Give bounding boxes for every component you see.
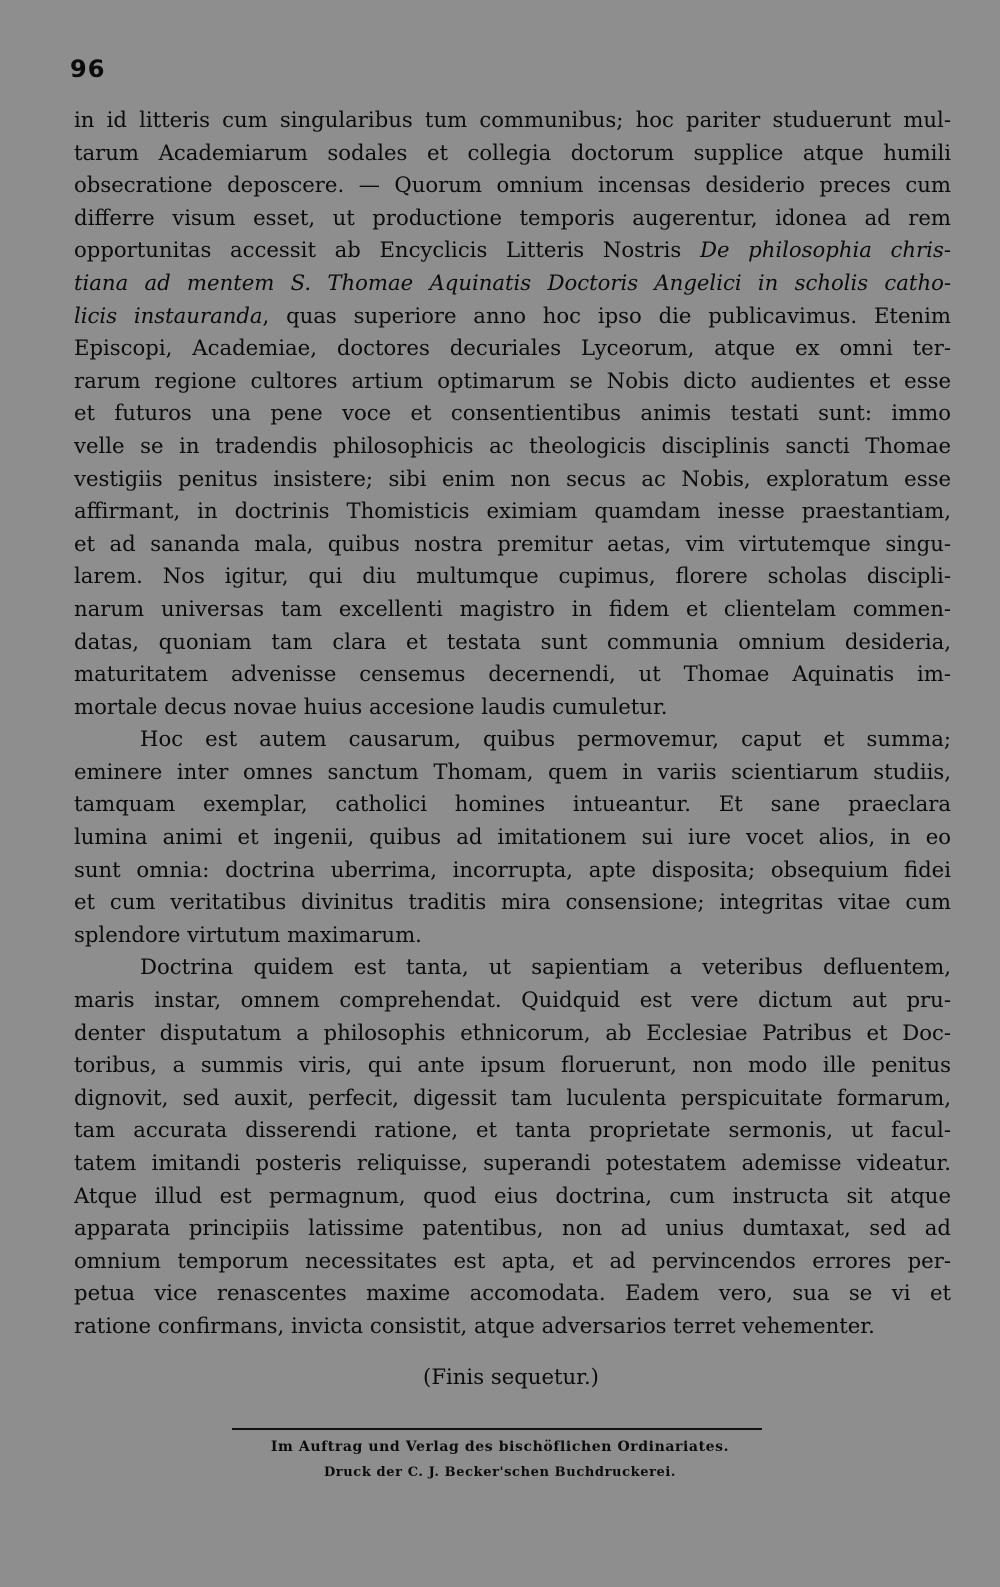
- text-segment: tatem imitandi posteris reliquisse, superandi potestatem ademisse videatur.: [74, 1150, 951, 1175]
- text-segment: et futuros una pene voce et consentientibus animis testati sunt: immo: [74, 400, 951, 426]
- text-segment: velle se in tradendis philosophicis ac theologicis disciplinis sancti Thomae: [74, 432, 951, 458]
- text-segment: sunt omnia: doctrina uberrima, incorrupta, apte disposita; obsequium fidei: [74, 856, 951, 882]
- footer-rule: [232, 1428, 762, 1430]
- text-line: [74, 1310, 951, 1343]
- text-segment: petua vice renascentes maxime accomodata. Eadem vero, sua se vi et: [74, 1280, 951, 1306]
- italic-text: De philosophia chris-: [699, 237, 951, 263]
- text-segment: lumina animi et ingenii, quibus ad imitationem sui iure vocet alios, in eo: [74, 824, 951, 850]
- text-segment: toribus, a summis viris, qui ante ipsum floruerunt, non modo ille penitus: [74, 1052, 951, 1078]
- text-segment: obsecratione deposcere. — Quorum omnium incensas desiderio preces cum: [74, 172, 951, 198]
- text-line: [74, 626, 951, 659]
- text-line: [74, 267, 951, 300]
- text-segment: , quas superiore anno hoc ipso die publicavimus. Etenim: [262, 302, 951, 328]
- text-line: [74, 1017, 951, 1050]
- text-segment: tamquam exemplar, catholici homines intueantur. Et sane praeclara: [74, 791, 951, 817]
- text-segment: Episcopi, Academiae, doctores decuriales Lyceorum, atque ex omni ter-: [74, 335, 951, 361]
- text-line: [74, 397, 951, 430]
- text-segment: eminere inter omnes sanctum Thomam, quem in variis scientiarum studiis,: [74, 758, 951, 784]
- text-line: [74, 202, 951, 235]
- text-line: [74, 1114, 951, 1147]
- text-segment: dignovit, sed auxit, perfecit, digessit tam luculenta perspicuitate formarum,: [74, 1084, 951, 1110]
- text-segment: narum universas tam excellenti magistro in fidem et clientelam commen-: [74, 595, 951, 621]
- text-line: [74, 691, 951, 724]
- text-segment: in id litteris cum singularibus tum communibus; hoc pariter studuerunt mul-: [74, 107, 951, 132]
- text-segment: datas, quoniam tam clara et testata sunt communia omnium desideria,: [74, 628, 951, 654]
- text-segment: ratione confirmans, invicta consistit, atque adversarios terret vehementer.: [74, 1312, 875, 1338]
- text-line: [74, 169, 951, 202]
- text-line: [74, 528, 951, 561]
- text-line: [74, 1245, 951, 1278]
- page-number: 96: [70, 55, 106, 83]
- text-segment: rarum regione cultores artium optimarum se Nobis dicto audientes et esse: [74, 367, 951, 393]
- text-line: [74, 919, 951, 952]
- text-segment: tam accurata disserendi ratione, et tanta proprietate sermonis, ut facul-: [74, 1117, 951, 1143]
- text-segment: maris instar, omnem comprehendat. Quidquid est vere dictum aut pru-: [74, 987, 951, 1013]
- text-line: [74, 1082, 951, 1115]
- text-line: [74, 756, 951, 789]
- text-segment: opportunitas accessit ab Encyclicis Litteris Nostris: [74, 237, 700, 263]
- text-line: [74, 137, 951, 170]
- text-segment: mortale decus novae huius accesione laudis cumuletur.: [74, 693, 668, 719]
- text-segment: et cum veritatibus divinitus traditis mira consensione; integritas vitae cum: [74, 889, 951, 915]
- text-line: [74, 430, 951, 463]
- imprint-printer: Druck der C. J. Becker'schen Buchdruckerei.: [323, 1465, 677, 1480]
- body-text: [74, 104, 951, 1343]
- text-segment: apparata principiis latissime patentibus, non ad unius dumtaxat, sed ad: [74, 1215, 951, 1241]
- text-line: [74, 1212, 951, 1245]
- text-segment: differre visum esset, ut productione temporis augerentur, idonea ad rem: [74, 204, 951, 230]
- text-line: [74, 951, 951, 984]
- text-segment: et ad sananda mala, quibus nostra premitur aetas, vim virtutemque singu-: [74, 530, 951, 556]
- text-line: [74, 234, 951, 267]
- text-line: [74, 593, 951, 626]
- italic-text: tiana ad mentem S. Thomae Aquinatis Doctoris Angelici in scholis catho-: [74, 269, 951, 295]
- text-segment: Doctrina quidem est tanta, ut sapientiam a veteribus defluentem,: [140, 954, 951, 980]
- text-line: [74, 1147, 951, 1180]
- text-line: [74, 104, 951, 137]
- text-line: [74, 365, 951, 398]
- text-line: [74, 560, 951, 593]
- imprint-publisher: Im Auftrag und Verlag des bischöflichen Ordinariates.: [270, 1439, 730, 1455]
- text-segment: omnium temporum necessitates est apta, et ad pervincendos errores per-: [74, 1247, 951, 1273]
- text-line: [74, 1277, 951, 1310]
- text-line: [74, 495, 951, 528]
- text-segment: maturitatem advenisse censemus decernendi, ut Thomae Aquinatis im-: [74, 661, 951, 687]
- text-segment: larem. Nos igitur, qui diu multumque cupimus, florere scholas discipli-: [74, 563, 951, 589]
- text-line: [74, 788, 951, 821]
- closing-note: (Finis sequetur.): [423, 1364, 599, 1389]
- text-segment: denter disputatum a philosophis ethnicorum, ab Ecclesiae Patribus et Doc-: [74, 1019, 951, 1045]
- text-line: [74, 723, 951, 756]
- text-segment: splendore virtutum maximarum.: [74, 921, 422, 947]
- text-line: [74, 1180, 951, 1213]
- text-line: [74, 300, 951, 333]
- text-line: [74, 886, 951, 919]
- text-line: [74, 854, 951, 887]
- text-segment: tarum Academiarum sodales et collegia doctorum supplice atque humili: [74, 139, 951, 165]
- text-segment: affirmant, in doctrinis Thomisticis eximiam quamdam inesse praestantiam,: [74, 498, 951, 524]
- text-segment: Hoc est autem causarum, quibus permovemur, caput et summa;: [140, 726, 951, 752]
- italic-text: licis instauranda: [74, 302, 263, 328]
- text-line: [74, 658, 951, 691]
- text-line: [74, 332, 951, 365]
- text-line: [74, 1049, 951, 1082]
- text-segment: vestigiis penitus insistere; sibi enim non secus ac Nobis, exploratum esse: [74, 465, 951, 491]
- text-line: [74, 984, 951, 1017]
- text-segment: Atque illud est permagnum, quod eius doctrina, cum instructa sit atque: [74, 1182, 951, 1208]
- text-line: [74, 821, 951, 854]
- text-line: [74, 463, 951, 496]
